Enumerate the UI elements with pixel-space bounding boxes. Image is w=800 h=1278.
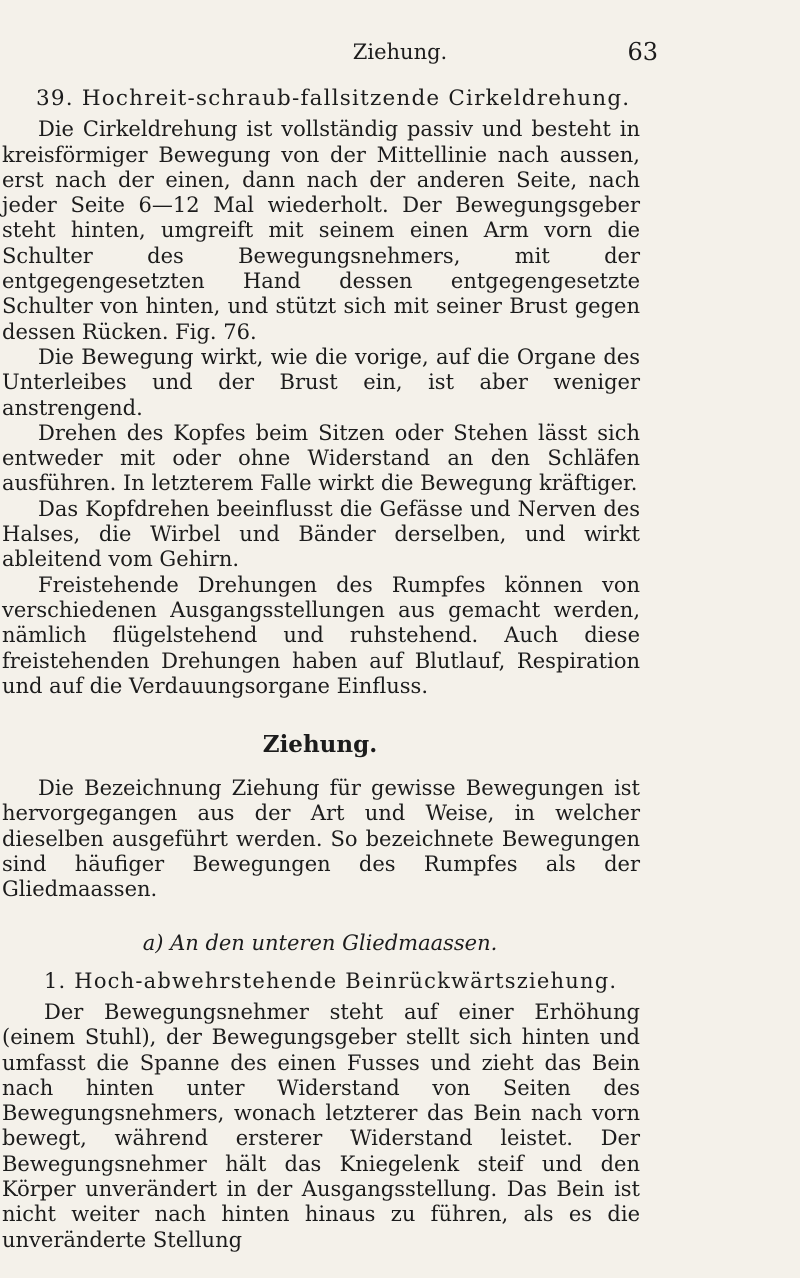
item-1-title: 1. Hoch-abwehrstehende Beinrückwärtsziehung.	[44, 968, 618, 993]
paragraph: Die Cirkeldrehung ist vollständig passiv und besteht in kreisförmiger Bewegung von der Mittellinie nach aussen, erst nach der einen, dann nach der anderen Seite, nach jeder Seite 6—12 Mal wiederholt. Der Bewegungsgeber steht hinten, umgreift mit seinem einen Arm vorn die Schulter des Bewegungsnehmers, mit der entgegengesetzten Hand dessen entgegengesetzte Schulter von hinten, und stützt sich mit seiner Brust gegen dessen Rücken. Fig. 76.	[2, 117, 640, 344]
paragraph: Freistehende Drehungen des Rumpfes können von verschiedenen Ausgangsstellungen aus gemacht werden, nämlich flügelstehend und ruhstehend. Auch diese freistehenden Drehungen haben auf Blutlauf, Respiration und auf die Verdauungsorgane Einfluss.	[2, 572, 640, 698]
running-head	[0, 38, 800, 70]
body-text	[0, 86, 640, 1253]
section-39-paragraphs	[0, 117, 640, 699]
paragraph: Die Bezeichnung Ziehung für gewisse Bewegungen ist hervorgegangen aus der Art und Weise, in welcher dieselben ausgeführt werden. So bezeichnete Bewegungen sind häufiger Bewegungen des Rumpfes als der Gliedmaassen.	[2, 776, 640, 902]
page-number: 63	[627, 38, 658, 66]
sub-heading-lower-limbs: a) An den unteren Gliedmaassen.	[142, 930, 498, 955]
section-heading-ziehung: Ziehung.	[262, 731, 378, 759]
paragraph: Drehen des Kopfes beim Sitzen oder Stehen lässt sich entweder mit oder ohne Widerstand an den Schläfen ausführen. In letzterem Falle wirkt die Bewegung kräftiger.	[2, 420, 640, 496]
paragraph: Das Kopfdrehen beeinflusst die Gefässe und Nerven des Halses, die Wirbel und Bänder derselben, und wirkt ableitend vom Gehirn.	[2, 496, 640, 572]
ziehung-intro-block	[0, 776, 640, 902]
paragraph: Die Bewegung wirkt, wie die vorige, auf die Organe des Unterleibes und der Brust ein, ist aber weniger anstrengend.	[2, 344, 640, 420]
item-1-block	[0, 969, 640, 1253]
section-39-title: 39. Hochreit-schraub-fallsitzende Cirkeldrehung.	[36, 86, 631, 111]
paragraph: Der Bewegungsnehmer steht auf einer Erhöhung (einem Stuhl), der Bewegungsgeber stellt sich hinten und umfasst die Spanne des einen Fusses und zieht das Bein nach hinten unter Widerstand von Seiten des Bewegungsnehmers, wonach letzterer das Bein nach vorn bewegt, während ersterer Widerstand leistet. Der Bewegungsnehmer hält das Kniegelenk steif und den Körper unverändert in der Ausgangsstellung. Das Bein ist nicht weiter nach hinten hinaus zu führen, als es die unveränderte Stellung	[2, 999, 640, 1252]
running-title: Ziehung.	[352, 40, 448, 64]
